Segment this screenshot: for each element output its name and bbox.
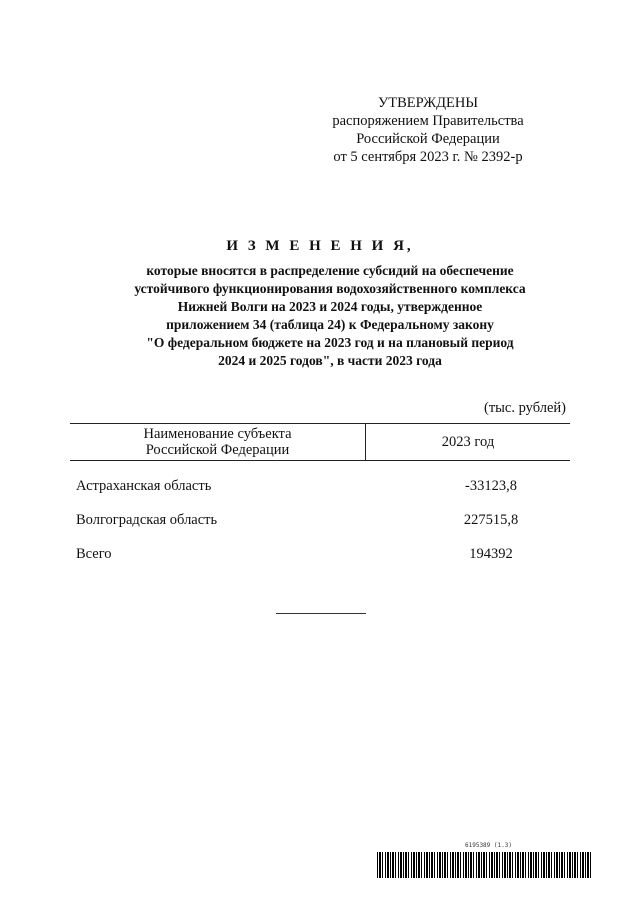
approval-line-1: УТВЕРЖДЕНЫ (377, 95, 479, 111)
header-year (366, 424, 570, 460)
table-row (76, 478, 570, 498)
row-value: -33123,8 (465, 478, 517, 494)
header-region-line-1: Наименование субъекта (143, 426, 292, 442)
approval-line-3: Российской Федерации (356, 131, 500, 147)
row-value: 227515,8 (463, 512, 519, 528)
row-total-label: Всего (76, 546, 112, 562)
subtitle-line: Нижней Волги на 2023 и 2024 годы, утвержденное (177, 299, 483, 314)
row-region-name: Астраханская область (76, 478, 212, 494)
subtitle-line: "О федеральном бюджете на 2023 год и на плановый период (146, 335, 514, 350)
row-region-name: Волгоградская область (76, 512, 218, 528)
barcode-number: 6195389 (1.3) (465, 842, 512, 849)
document-title: И З М Е Н Е Н И Я, (226, 238, 414, 254)
approval-line-2: распоряжением Правительства (332, 113, 524, 129)
subtitle-line: 2024 и 2025 годов", в части 2023 года (218, 353, 442, 368)
approval-line-4: от 5 сентября 2023 г. № 2392-р (333, 149, 523, 165)
header-region-name (70, 424, 366, 460)
row-total-value: 194392 (469, 546, 513, 562)
table-row (76, 512, 570, 532)
header-year-label: 2023 год (441, 434, 495, 450)
header-region-line-2: Российской Федерации (145, 442, 290, 458)
closing-rule (276, 613, 366, 614)
subtitle-line: приложением 34 (таблица 24) к Федеральному закону (166, 317, 494, 332)
approval-block (298, 94, 558, 166)
barcode-bars (377, 852, 592, 878)
subtitle-line: устойчивого функционирования водохозяйственного комплекса (134, 281, 526, 296)
barcode (377, 842, 592, 878)
document-subtitle (80, 262, 580, 370)
units-label: (тыс. рублей) (484, 400, 566, 416)
subtitle-line: которые вносятся в распределение субсидий на обеспечение (146, 263, 514, 278)
table-row-total (76, 546, 570, 566)
table-header (70, 423, 570, 461)
